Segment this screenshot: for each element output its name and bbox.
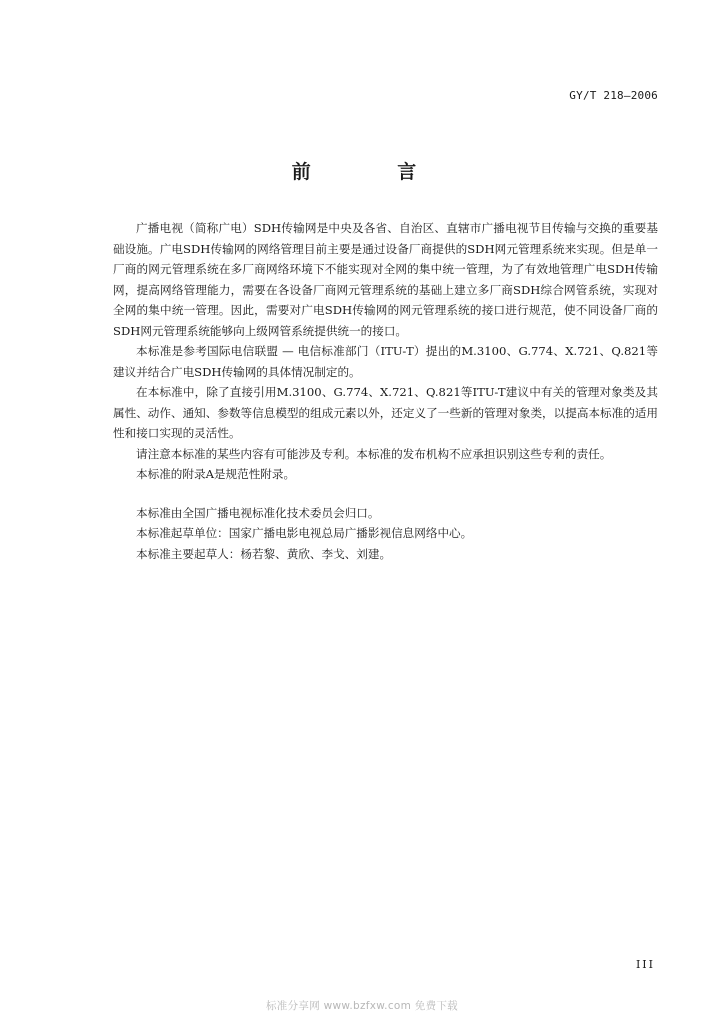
watermark: 标准分享网 www.bzfxw.com 免费下载 [266,1000,458,1012]
paragraph-patent-notice: 请注意本标准的某些内容有可能涉及专利。本标准的发布机构不应承担识别这些专利的责任。 [136,446,612,461]
credit-drafters: 本标准主要起草人：杨若黎、黄欣、李戈、刘建。 [136,546,392,561]
document-body [113,218,658,564]
paragraph-scope: 在本标准中，除了直接引用M.3100、G.774、X.721、Q.821等ITU-T建议中有关的管理对象类及其属性、动作、通知、参数等信息模型的组成元素以外，还定义了一些新的管理对象类，以提高本标准的适用性和接口实现的灵活性。 [113,385,658,440]
page-title: 前 言 [291,161,457,183]
paragraph-intro: 广播电视（简称广电）SDH传输网是中央及各省、自治区、直辖市广播电视节目传输与交换的重要基础设施。广电SDH传输网的网络管理目前主要是通过设备厂商提供的SDH网元管理系统来实现。但是单一厂商的网元管理系统在多厂商网络环境下不能实现对全网的集中统一管理，为了有效地管理广电SDH传输网，提高网络管理能力，需要在各设备厂商网元管理系统的基础上建立多厂商SDH综合网管系统，实现对全网的集中统一管理。因此，需要对广电SDH传输网的网元管理系统的接口进行规范，使不同设备厂商的SDH网元管理系统能够向上级网管系统提供统一的接口。 [113,221,658,338]
page-number: III [635,958,655,971]
section-spacer [113,485,658,503]
paragraph-references: 本标准是参考国际电信联盟 — 电信标准部门（ITU-T）提出的M.3100、G.774、X.721、Q.821等建议并结合广电SDH传输网的具体情况制定的。 [113,344,658,379]
paragraph-appendix-note: 本标准的附录A是规范性附录。 [136,467,296,481]
credit-drafting-unit: 本标准起草单位：国家广播电影电视总局广播影视信息网络中心。 [136,526,473,540]
credit-committee: 本标准由全国广播电视标准化技术委员会归口。 [136,505,380,520]
standard-code: GY/T 218—2006 [569,89,658,102]
